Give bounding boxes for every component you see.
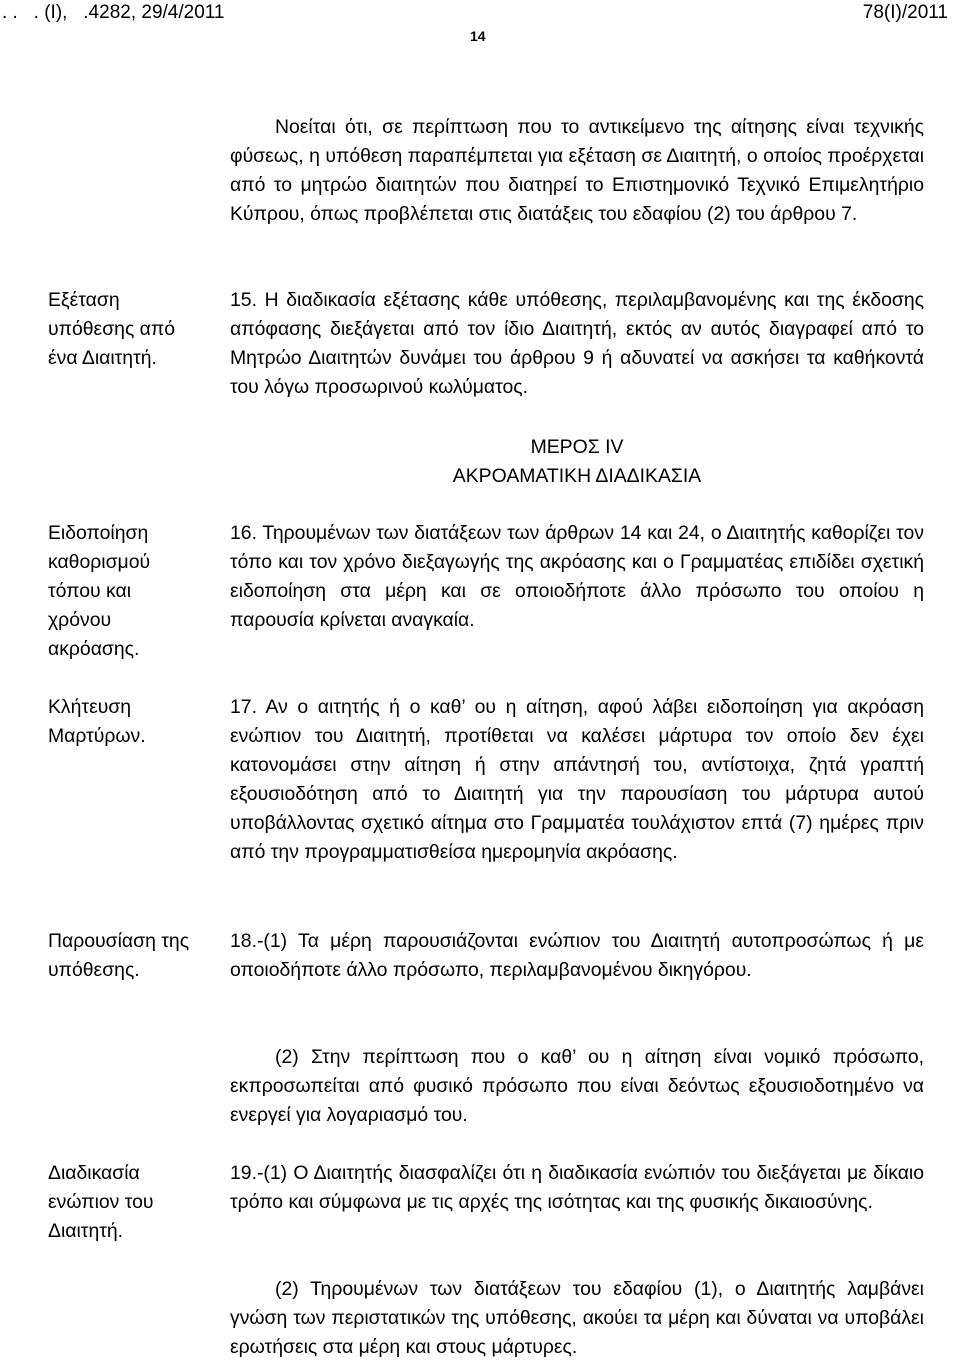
section-18-2: (2) Στην περίπτωση που ο καθ’ ου η αίτηση είναι νομικό πρόσωπο, εκπροσωπείται από φυσικό πρόσωπο που είναι δεόντως εξουσιοδοτημένο να ενεργεί για λογαριασμό του. bbox=[230, 1046, 924, 1126]
marginal-note-15: Εξέταση υπόθεσης από ένα Διαιτητή. bbox=[48, 289, 176, 369]
page-number: 14 bbox=[470, 28, 486, 44]
marginal-note-18: Παρουσίαση της υπόθεσης. bbox=[48, 930, 190, 981]
header-right: 78(I)/2011 bbox=[862, 2, 948, 23]
header-left: . . . (I), .4282, 29/4/2011 bbox=[2, 2, 225, 23]
part-title: ΑΚΡΟΑΜΑΤΙΚΗ ΔΙΑΔΙΚΑΣΙΑ bbox=[452, 465, 702, 487]
section-19-2: (2) Τηρουμένων των διατάξεων του εδαφίου (1), ο Διαιτητής λαμβάνει γνώση των περιστατικών της υπόθεσης, ακούει τα μέρη και δύναται να υποβάλει ερωτήσεις στα μέρη και στους μάρτυρες. bbox=[230, 1278, 924, 1358]
section-17: 17. Αν ο αιτητής ή ο καθ’ ου η αίτηση, αφού λάβει ειδοποίηση για ακρόαση ενώπιον του Διαιτητή, προτίθεται να καλέσει μάρτυρα τον οποίο δεν έχει κατονομάσει στην αίτηση ή στην απάντησή του, αντίστοιχα, ζητά γραπτή εξουσιοδότηση από το Διαιτητή για την παρουσίαση του μάρτυρα αυτού υποβάλλοντας σχετικό αίτημα στο Γραμματέα τουλάχιστον επτά (7) ημέρες πριν από την προγραμματισθείσα ημερομηνία ακρόασης. bbox=[230, 696, 924, 863]
part-number: ΜΕΡΟΣ IV bbox=[530, 436, 624, 458]
marginal-note-17: Κλήτευση Μαρτύρων. bbox=[48, 696, 146, 747]
section-16: 16. Τηρουμένων των διατάξεων των άρθρων 14 και 24, ο Διαιτητής καθορίζει τον τόπο και τον χρόνο διεξαγωγής της ακρόασης και ο Γραμματέας επιδίδει σχετική ειδοποίηση στα μέρη και σε οποιοδήποτε άλλο πρόσωπο του οποίου η παρουσία κρίνεται αναγκαία. bbox=[230, 522, 924, 631]
intro-paragraph: Νοείται ότι, σε περίπτωση που το αντικείμενο της αίτησης είναι τεχνικής φύσεως, η υπόθεση παραπέμπεται για εξέταση σε Διαιτητή, ο οποίος προέρχεται από το μητρώο διαιτητών που διατηρεί το Επιστημονικό Τεχνικό Επιμελητήριο Κύπρου, όπως προβλέπεται στις διατάξεις του εδαφίου (2) του άρθρου 7. bbox=[230, 116, 924, 225]
marginal-note-19: Διαδικασία ενώπιον του Διαιτητή. bbox=[48, 1162, 154, 1242]
section-18-1: 18.-(1) Τα μέρη παρουσιάζονται ενώπιον του Διαιτητή αυτοπροσώπως ή με οποιοδήποτε άλλο πρόσωπο, περιλαμβανομένου δικηγόρου. bbox=[230, 930, 924, 981]
section-15: 15. Η διαδικασία εξέτασης κάθε υπόθεσης, περιλαμβανομένης και της έκδοσης απόφασης διεξάγεται από τον ίδιο Διαιτητή, εκτός αν αυτός διαγραφεί από το Μητρώο Διαιτητών δυνάμει του άρθρου 9 ή αδυνατεί να ασκήσει τα καθήκοντά του λόγω προσωρινού κωλύματος. bbox=[230, 289, 924, 398]
marginal-note-16: Ειδοποίηση καθορισμού τόπου και χρόνου ακρόασης. bbox=[48, 522, 151, 660]
section-19-1: 19.-(1) Ο Διαιτητής διασφαλίζει ότι η διαδικασία ενώπιόν του διεξάγεται με δίκαιο τρόπο και σύμφωνα με τις αρχές της ισότητας και της φυσικής δικαιοσύνης. bbox=[230, 1162, 924, 1213]
